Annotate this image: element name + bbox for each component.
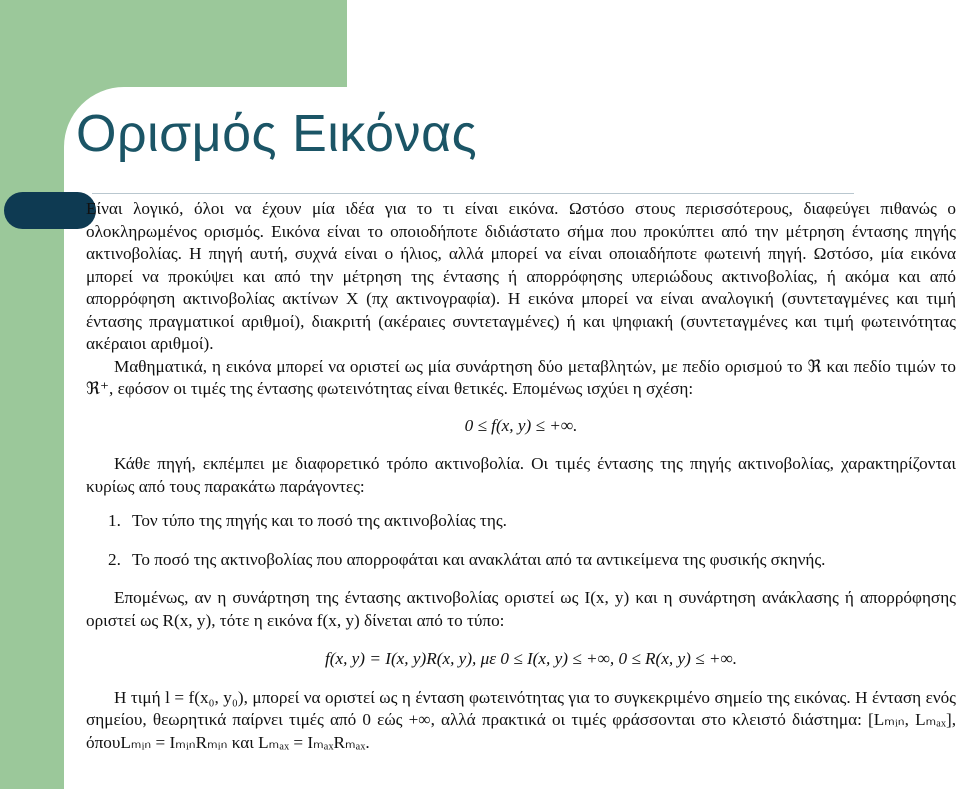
- list-number: 1.: [108, 511, 121, 530]
- paragraph-sources: Κάθε πηγή, εκπέμπει με διαφορετικό τρόπο ακτινοβολία. Οι τιμές έντασης της πηγής ακτινοβολίας, χαρακτηρίζονται κυρίως από τους παρακάτω παράγοντες:: [86, 454, 956, 496]
- paragraph-brightness: Η τιμή l = f(x₀, y₀), μπορεί να οριστεί ως η ένταση φωτεινότητας για το συγκεκριμένο σημείο της εικόνας. Η ένταση ενός σημείου, θεωρητικά παίρνει τιμές από 0 εώς +∞, αλλά πρακτικά οι τιμές φράσσονται στο κλειστό διάστημα: [Lₘᵢₙ, Lₘₐₓ], όπουLₘᵢₙ = IₘᵢₙRₘᵢₙ και Lₘₐₓ = IₘₐₓRₘₐₓ.: [86, 687, 956, 752]
- factor-list: [108, 510, 956, 571]
- list-number: 2.: [108, 549, 121, 569]
- list-text: Το ποσό της ακτινοβολίας που απορροφάται και ανακλάται από τα αντικείμενα της φυσικής σκηνής.: [132, 549, 826, 569]
- title-divider: [92, 193, 854, 194]
- list-item: [108, 510, 956, 533]
- list-text: Τον τύπο της πηγής και το ποσό της ακτινοβολίας της.: [132, 511, 507, 530]
- paragraph-math: Μαθηματικά, η εικόνα μπορεί να οριστεί ως μία συνάρτηση δύο μεταβλητών, με πεδίο ορισμού το ℜ και πεδίο τιμών το ℜ⁺, εφόσον οι τιμές της έντασης φωτεινότητας είναι θετικές. Επομένως ισχύει η σχέση:: [86, 356, 956, 398]
- equation-image: f(x, y) = I(x, y)R(x, y), με 0 ≤ I(x, y) ≤ +∞, 0 ≤ R(x, y) ≤ +∞.: [324, 649, 738, 668]
- slide-title: Ορισμός Εικόνας: [76, 105, 478, 163]
- equation-range: 0 ≤ f(x, y) ≤ +∞.: [464, 415, 578, 435]
- list-item: [108, 549, 956, 572]
- decorative-pill: [4, 192, 96, 229]
- paragraph-definition: Είναι λογικό, όλοι να έχουν μία ιδέα για το τι είναι εικόνα. Ωστόσο στους περισσότερους, διαφεύγει πιθανώς ο ολοκληρωμένος ορισμός. Εικόνα είναι το οποιοδήποτε διδιάστατο σήμα που προκύπτει από την μέτρηση έντασης πηγής ακτινοβολίας. Η πηγή αυτή, συχνά είναι ο ήλιος, αλλά μπορεί να είναι οποιαδήποτε φωτεινή πηγή. Ωστόσο, μία εικόνα μπορεί να προκύψει και από την μέτρηση της έντασης ή απορρόφησης υπεριώδους ακτινοβολίας, ή ακόμα και από απορρόφηση ακτινοβολίας ακτίνων X (πχ ακτινογραφία). Η εικόνα μπορεί να είναι αναλογική (συντεταγμένες και τιμή έντασης πραγματικοί αριθμοί), διακριτή (ακέραιες συντεταγμένες) ή και ψηφιακή (συντεταγμένες και τιμή φωτεινότητας ακέραιοι αριθμοί).: [86, 199, 956, 353]
- paragraph-intensity-reflection: Επομένως, αν η συνάρτηση της έντασης ακτινοβολίας οριστεί ως I(x, y) και η συνάρτηση ανάκλασης ή απορρόφησης οριστεί ως R(x, y), τότε η εικόνα f(x, y) δίνεται από το τύπο:: [86, 588, 956, 630]
- document-body: [86, 198, 956, 754]
